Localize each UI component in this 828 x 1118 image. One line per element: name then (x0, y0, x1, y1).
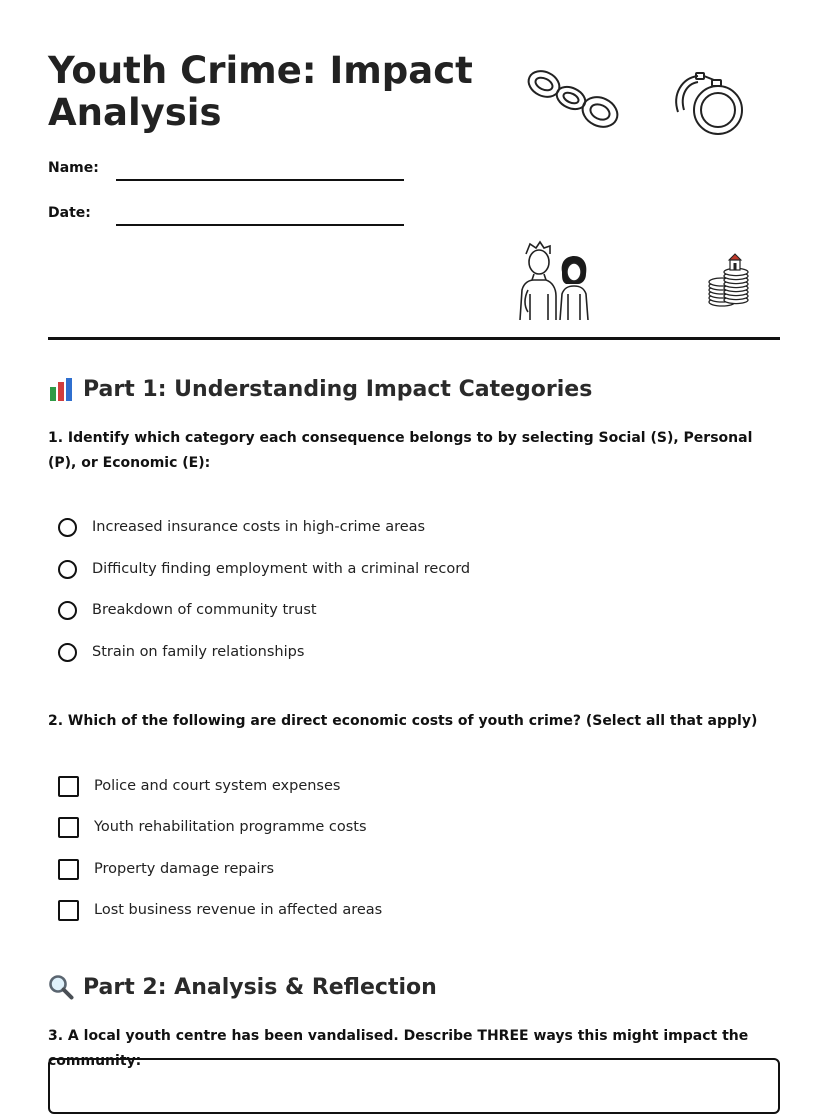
q2-option[interactable] (58, 856, 274, 882)
q1-option[interactable] (58, 639, 304, 665)
q2-option-label: Lost business revenue in affected areas (94, 902, 383, 918)
page-title: Youth Crime: Impact Analysis (48, 49, 473, 134)
q3-answer-box[interactable] (48, 1058, 780, 1114)
q1-option[interactable] (58, 514, 425, 540)
q2-option-label: Property damage repairs (94, 861, 274, 877)
checkbox[interactable] (58, 900, 79, 921)
q1-option[interactable] (58, 556, 470, 582)
date-field[interactable] (116, 224, 404, 226)
radio-button[interactable] (58, 643, 77, 662)
radio-button[interactable] (58, 601, 77, 620)
date-field-row (48, 205, 408, 235)
name-label: Name: (48, 160, 99, 176)
q1-option-label: Strain on family relationships (92, 644, 305, 660)
young-people-icon (516, 238, 592, 320)
checkbox[interactable] (58, 776, 79, 797)
question-3: 3. A local youth centre has been vandalised. Describe THREE ways this might impact the community: (48, 1028, 749, 1069)
date-label: Date: (48, 205, 91, 221)
part2-heading (48, 972, 437, 1002)
checkbox[interactable] (58, 859, 79, 880)
magnifying-glass-icon (48, 974, 74, 1000)
q1-option-label: Breakdown of community trust (92, 602, 317, 618)
header-divider (48, 337, 780, 340)
part1-heading (48, 374, 592, 404)
checkbox[interactable] (58, 817, 79, 838)
question-2: 2. Which of the following are direct economic costs of youth crime? (Select all that apply) (48, 713, 758, 729)
name-field[interactable] (116, 179, 404, 181)
chain-icon (524, 62, 626, 134)
q1-option-label: Difficulty finding employment with a criminal record (92, 561, 471, 577)
coin-stack-icon (706, 250, 750, 308)
part1-heading-text: Part 1: Understanding Impact Categories (83, 376, 593, 402)
name-field-row (48, 160, 408, 190)
q2-option[interactable] (58, 897, 382, 923)
radio-button[interactable] (58, 560, 77, 579)
q2-option[interactable] (58, 773, 340, 799)
q2-option-label: Youth rehabilitation programme costs (94, 819, 367, 835)
handcuffs-icon (668, 68, 748, 142)
q2-option[interactable] (58, 814, 367, 840)
worksheet-page (48, 0, 780, 1118)
radio-button[interactable] (58, 518, 77, 537)
question-1: 1. Identify which category each consequence belongs to by selecting Social (S), Personal (P), or Economic (E): (48, 430, 753, 471)
bar-chart-icon (48, 376, 74, 402)
q1-option[interactable] (58, 597, 317, 623)
q2-option-label: Police and court system expenses (94, 778, 341, 794)
q1-option-label: Increased insurance costs in high-crime areas (92, 519, 426, 535)
part2-heading-text: Part 2: Analysis & Reflection (83, 974, 437, 1000)
